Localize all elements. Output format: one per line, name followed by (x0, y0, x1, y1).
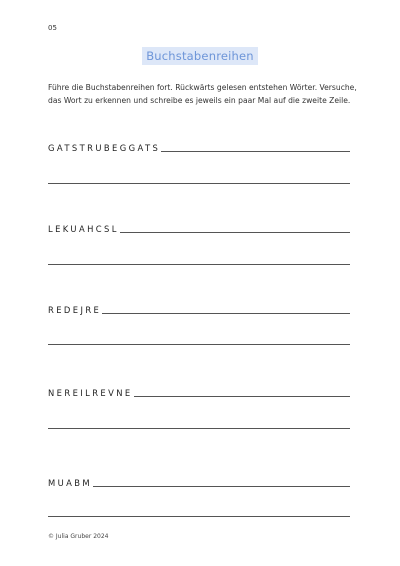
letter-sequence: GATSTRUBEGGATS (48, 143, 161, 153)
exercise-row (48, 222, 350, 234)
completion-line[interactable] (102, 313, 350, 314)
answer-line[interactable] (48, 344, 350, 345)
answer-line[interactable] (48, 516, 350, 517)
completion-line[interactable] (161, 151, 350, 152)
answer-line[interactable] (48, 183, 350, 184)
completion-line[interactable] (93, 486, 350, 487)
worksheet-title: Buchstabenreihen (142, 47, 258, 65)
page-number: 05 (48, 24, 57, 32)
exercise-row (48, 476, 350, 488)
answer-line[interactable] (48, 428, 350, 429)
exercise-row (48, 303, 350, 315)
letter-sequence: MUABM (48, 478, 93, 488)
instructions-text: Führe die Buchstabenreihen fort. Rückwärts gelesen entstehen Wörter. Versuche, das Wort zu erkennen und schreibe es jeweils ein paar Mal auf die zweite Zeile. (48, 83, 357, 105)
copyright-footer: © Julia Gruber 2024 (48, 533, 109, 540)
letter-sequence: NEREILREVNE (48, 388, 133, 398)
completion-line[interactable] (120, 232, 350, 233)
answer-line[interactable] (48, 264, 350, 265)
exercise-row (48, 141, 350, 153)
letter-sequence: REDEJRE (48, 305, 102, 315)
exercise-row (48, 386, 350, 398)
completion-line[interactable] (134, 396, 350, 397)
letter-sequence: LEKUAHCSL (48, 224, 119, 234)
